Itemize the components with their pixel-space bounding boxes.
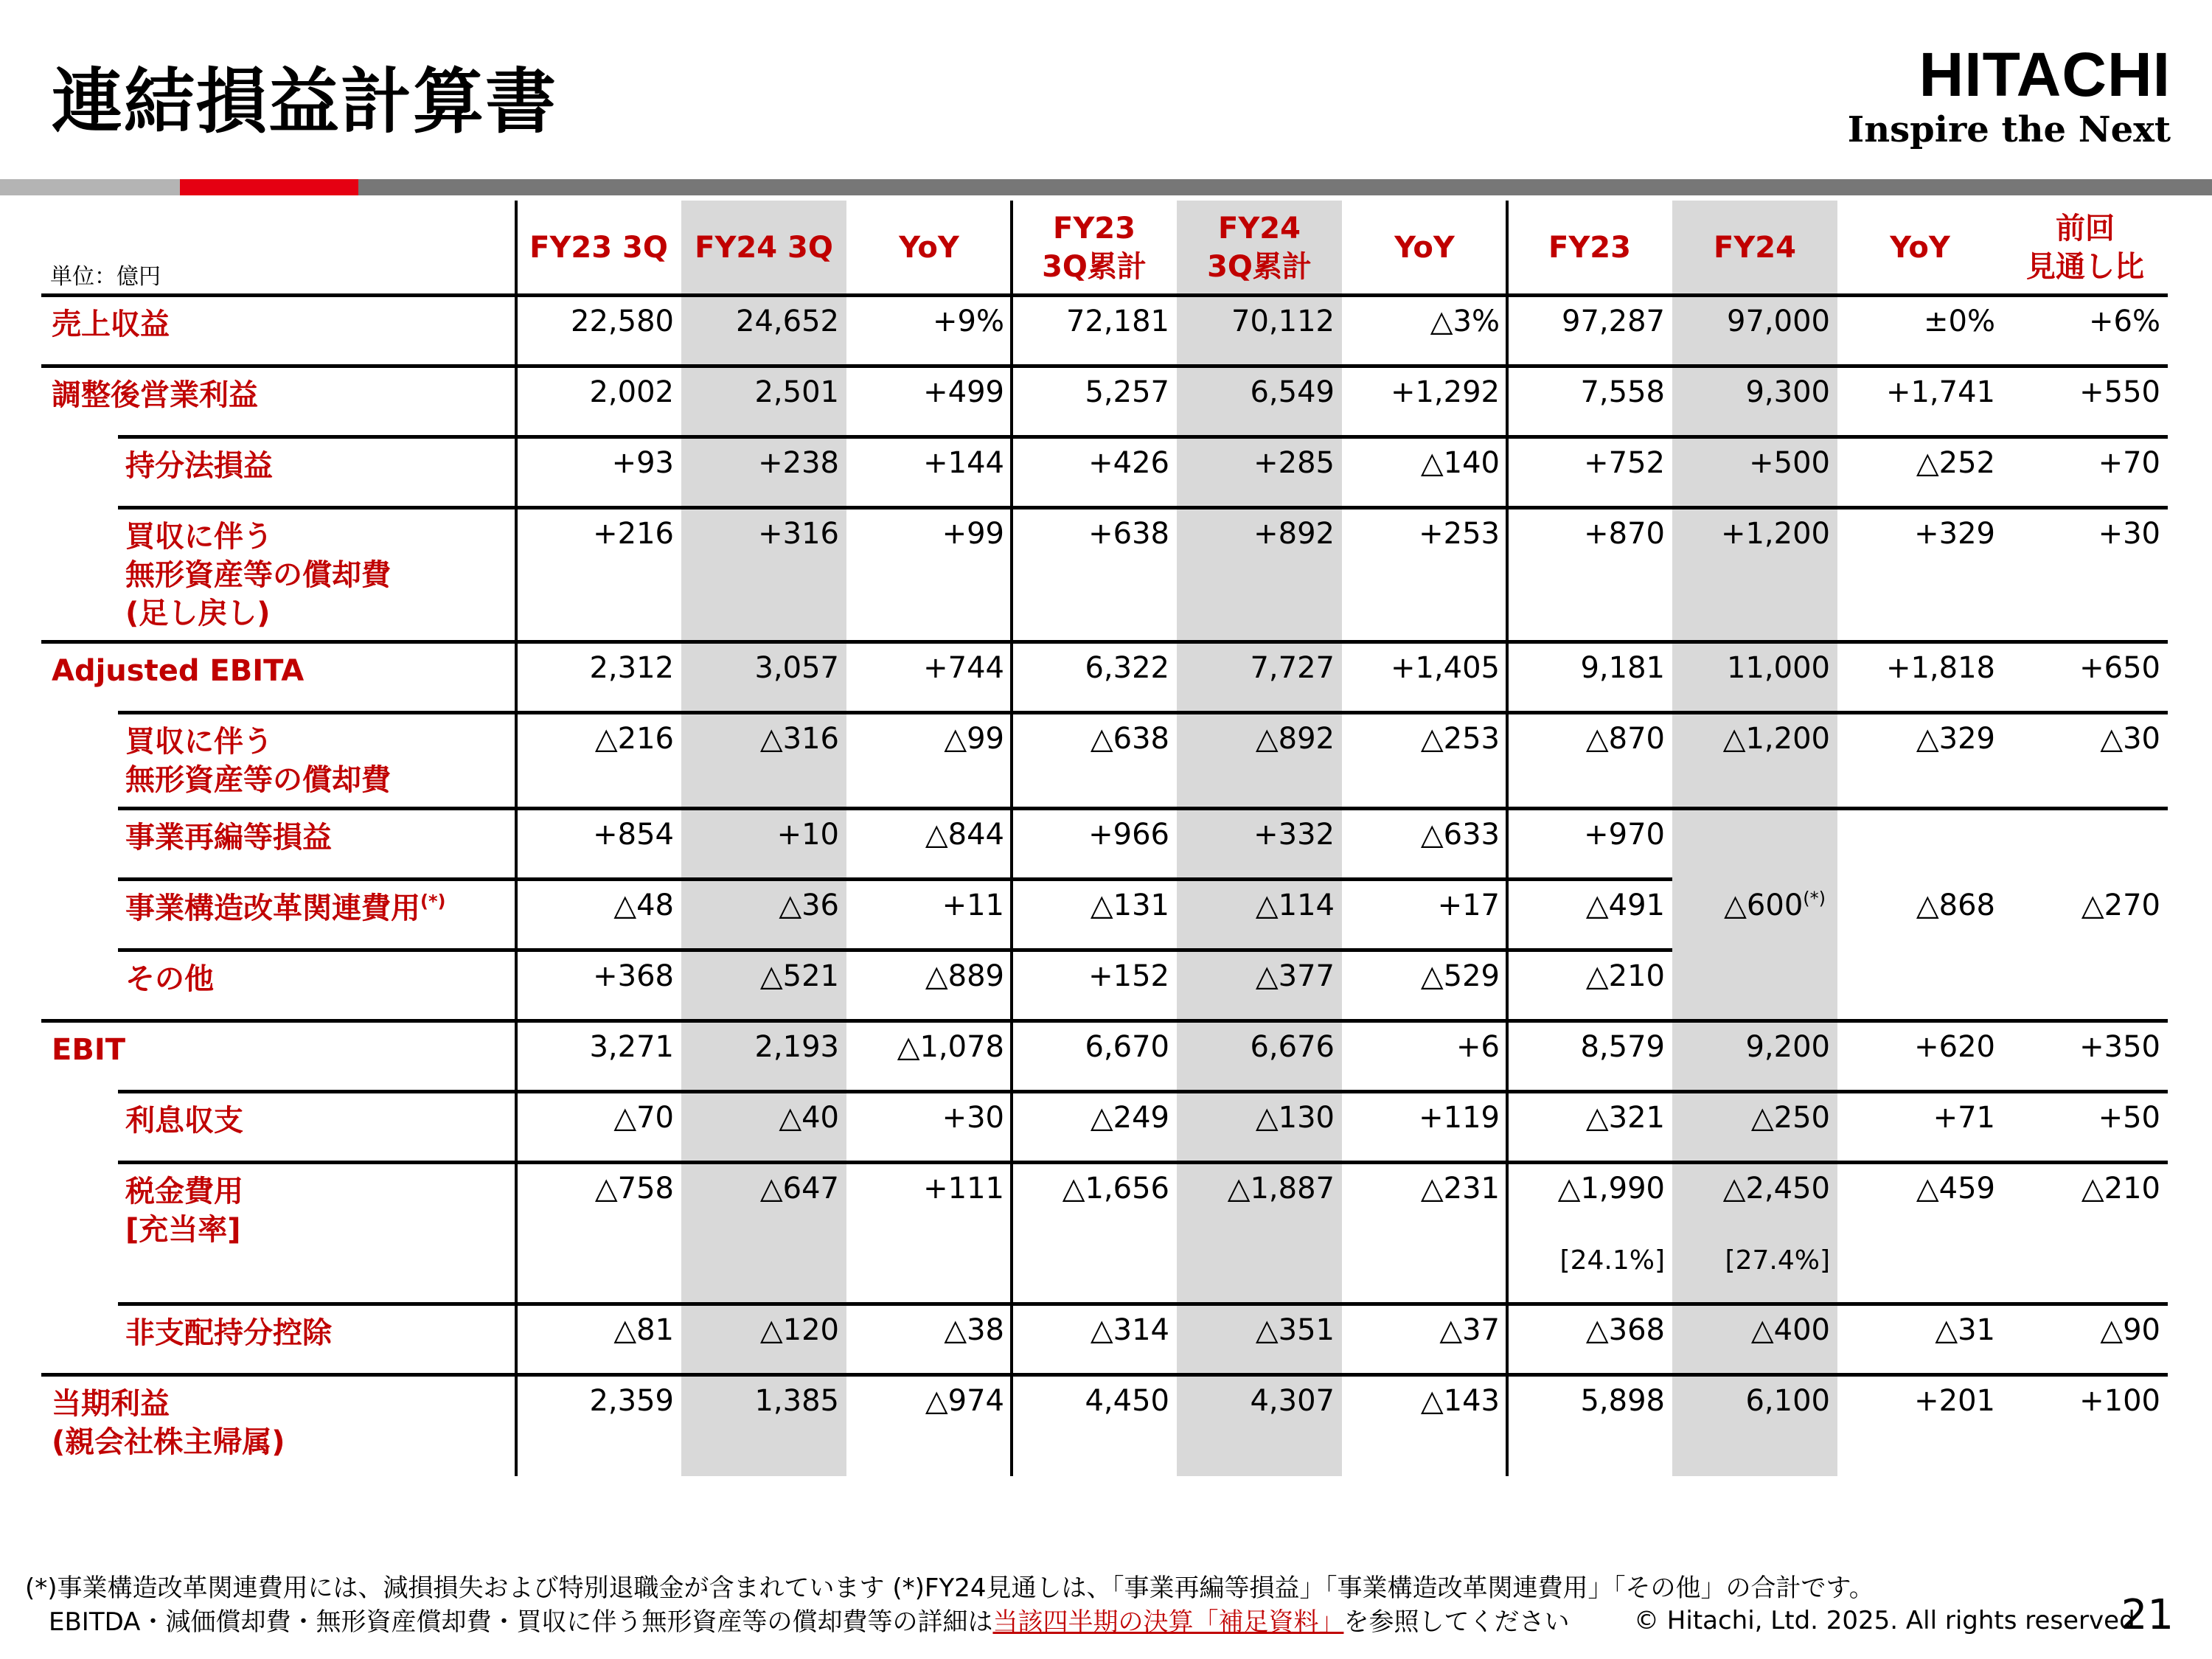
row-label <box>52 305 170 344</box>
table-cell: +870 <box>1584 517 1665 551</box>
table-cell: △377 <box>1255 959 1335 993</box>
table-cell: 2,002 <box>589 375 674 409</box>
table-cell: 8,579 <box>1580 1030 1665 1064</box>
row-label <box>125 818 332 857</box>
row-label-text: 事業再編等損益 <box>125 821 332 855</box>
table-cell: +620 <box>1914 1030 1995 1064</box>
row-divider <box>118 506 2168 509</box>
table-cell: +854 <box>593 818 674 852</box>
row-label <box>125 447 273 485</box>
table-cell: △31 <box>1935 1313 1995 1347</box>
table-cell: △758 <box>594 1172 674 1206</box>
row-label-text: 調整後営業利益 <box>52 378 258 412</box>
unit-label: 単位：億円 <box>50 264 161 290</box>
row-label <box>125 960 214 998</box>
table-cell: △99 <box>944 722 1004 756</box>
table-cell: +144 <box>923 446 1004 480</box>
table-cell: △253 <box>1420 722 1500 756</box>
table-cell: +752 <box>1584 446 1665 480</box>
table-cell: +30 <box>942 1101 1004 1135</box>
table-cell: △316 <box>759 722 839 756</box>
table-cell: +1,741 <box>1885 375 1995 409</box>
merged-forecast-cell <box>2006 886 2160 925</box>
row-label-text: 非支配持分控除 <box>125 1316 332 1350</box>
row-label-note: (*) <box>420 891 446 912</box>
table-cell: △329 <box>1916 722 1995 756</box>
table-cell: △252 <box>1916 446 1995 480</box>
row-divider <box>41 1019 2168 1023</box>
footnote-1: (*)事業構造改革関連費用には、減損損失および特別退職金が含まれています (*)FY24見通しは、「事業再編等損益」「事業構造改革関連費用」「その他」の合計です。 <box>25 1573 1874 1603</box>
table-cell: △2,450 <box>1722 1172 1830 1206</box>
table-cell: 6,549 <box>1250 375 1335 409</box>
row-label-text: EBIT <box>52 1033 125 1067</box>
table-cell: △48 <box>613 888 674 922</box>
table-cell: △140 <box>1420 446 1500 480</box>
table-cell: △368 <box>1585 1313 1665 1347</box>
merged-value: △600 <box>1724 888 1804 922</box>
table-cell: +1,292 <box>1390 375 1500 409</box>
row-label <box>125 1314 332 1352</box>
table-cell: △210 <box>2081 1172 2160 1206</box>
table-cell: +253 <box>1419 517 1500 551</box>
table-cell: +650 <box>2079 651 2160 685</box>
table-cell: △131 <box>1090 888 1169 922</box>
table-cell: △120 <box>759 1313 839 1347</box>
table-cell: △40 <box>779 1101 839 1135</box>
table-cell: +70 <box>2098 446 2160 480</box>
column-group-divider <box>515 201 518 1476</box>
table-cell: △892 <box>1255 722 1335 756</box>
table-cell: △870 <box>1585 722 1665 756</box>
table-cell: △30 <box>2100 722 2160 756</box>
table-cell: 70,112 <box>1231 305 1335 338</box>
table-cell: △1,990 <box>1557 1172 1665 1206</box>
income-statement-table <box>41 201 2168 1476</box>
table-cell: +119 <box>1419 1101 1500 1135</box>
table-cell: △70 <box>613 1101 674 1135</box>
table-cell: △130 <box>1255 1101 1335 1135</box>
table-cell: △1,200 <box>1722 722 1830 756</box>
row-label-text: 買収に伴う 無形資産等の償却費 <box>125 725 391 797</box>
row-divider <box>41 1373 2168 1377</box>
tax-rate-cell: [27.4%] <box>1725 1245 1830 1276</box>
row-label-text: 税金費用 [充当率] <box>125 1175 243 1247</box>
row-divider <box>41 293 2168 297</box>
table-cell: 2,359 <box>589 1384 674 1418</box>
row-divider <box>118 877 1672 881</box>
row-label-text: 利息収支 <box>125 1104 243 1138</box>
table-cell: △1,887 <box>1227 1172 1335 1206</box>
table-cell: 6,670 <box>1085 1030 1169 1064</box>
table-cell: 2,193 <box>754 1030 839 1064</box>
column-header: FY23 3Q <box>529 231 668 265</box>
table-cell: △459 <box>1916 1172 1995 1206</box>
table-cell: 97,000 <box>1727 305 1830 338</box>
row-label-text: 事業構造改革関連費用 <box>125 891 420 925</box>
table-cell: 5,898 <box>1580 1384 1665 1418</box>
table-cell: +238 <box>758 446 839 480</box>
table-cell: △250 <box>1750 1101 1830 1135</box>
tax-rate-cell: [24.1%] <box>1559 1245 1665 1276</box>
row-label-text: 当期利益 (親会社株主帰属) <box>52 1387 285 1459</box>
table-cell: △321 <box>1585 1101 1665 1135</box>
table-cell: +329 <box>1914 517 1995 551</box>
table-cell: 2,501 <box>754 375 839 409</box>
table-cell: +970 <box>1584 818 1665 852</box>
row-label <box>125 723 391 799</box>
table-cell: △889 <box>925 959 1004 993</box>
table-cell: △36 <box>779 888 839 922</box>
table-cell: +285 <box>1253 446 1335 480</box>
table-cell: 6,322 <box>1085 651 1169 685</box>
table-cell: +892 <box>1253 517 1335 551</box>
table-cell: △491 <box>1585 888 1665 922</box>
table-cell: △216 <box>594 722 674 756</box>
table-cell: △37 <box>1439 1313 1500 1347</box>
row-label <box>52 652 304 690</box>
row-divider <box>118 1302 2168 1306</box>
table-cell: △143 <box>1420 1384 1500 1418</box>
table-cell: 97,287 <box>1562 305 1665 338</box>
row-divider <box>41 364 2168 368</box>
table-cell: △633 <box>1420 818 1500 852</box>
table-cell: +9% <box>933 305 1004 338</box>
table-cell: △1,078 <box>897 1030 1004 1064</box>
table-cell: +332 <box>1253 818 1335 852</box>
row-label <box>52 376 258 414</box>
table-cell: +6% <box>2089 305 2160 338</box>
table-cell: +100 <box>2079 1384 2160 1418</box>
table-cell: 1,385 <box>754 1384 839 1418</box>
table-cell: △351 <box>1255 1313 1335 1347</box>
page-title: 連結損益計算書 <box>52 60 557 143</box>
table-cell: +6 <box>1456 1030 1500 1064</box>
table-cell: △638 <box>1090 722 1169 756</box>
row-label-text: その他 <box>125 962 214 996</box>
table-cell: 7,558 <box>1580 375 1665 409</box>
table-cell: 7,727 <box>1250 651 1335 685</box>
table-cell: 4,450 <box>1085 1384 1169 1418</box>
table-cell: ±0% <box>1924 305 1995 338</box>
row-label <box>125 889 446 928</box>
table-cell: 6,100 <box>1745 1384 1830 1418</box>
table-cell: +10 <box>776 818 839 852</box>
table-cell: +1,405 <box>1390 651 1500 685</box>
column-header: FY23 <box>1548 231 1631 265</box>
row-label-text: 買収に伴う 無形資産等の償却費 (足し戻し) <box>125 520 391 630</box>
merged-note: (*) <box>1803 888 1826 909</box>
copyright: © Hitachi, Ltd. 2025. All rights reserved. <box>1634 1606 2143 1635</box>
hitachi-logo <box>1847 40 2171 153</box>
table-cell: △210 <box>1585 959 1665 993</box>
table-cell: 6,676 <box>1250 1030 1335 1064</box>
table-cell: △1,656 <box>1062 1172 1169 1206</box>
merged-forecast-cell <box>1678 886 1826 925</box>
row-divider <box>118 1090 2168 1093</box>
row-label-text: 売上収益 <box>52 307 170 341</box>
column-group-divider <box>1506 201 1509 1476</box>
table-cell: +50 <box>2098 1101 2160 1135</box>
row-label <box>52 1031 125 1069</box>
supplementary-materials-link[interactable]: 当該四半期の決算「補足資料」 <box>992 1607 1344 1637</box>
row-divider <box>41 640 2168 644</box>
table-cell: 3,271 <box>589 1030 674 1064</box>
table-cell: △521 <box>759 959 839 993</box>
table-cell: +216 <box>593 517 674 551</box>
header-divider-bar <box>0 179 2212 195</box>
table-cell: △81 <box>613 1313 674 1347</box>
divider-gray-segment <box>0 179 180 195</box>
table-cell: △974 <box>925 1384 1004 1418</box>
table-cell: +1,200 <box>1720 517 1830 551</box>
column-header: YoY <box>899 231 959 265</box>
row-label-text: Adjusted EBITA <box>52 654 305 688</box>
table-cell: 9,181 <box>1580 651 1665 685</box>
table-cell: △114 <box>1255 888 1335 922</box>
table-cell: 9,300 <box>1745 375 1830 409</box>
column-header: FY23 3Q累計 <box>1042 212 1147 284</box>
footnote-2 <box>49 1606 1569 1638</box>
row-label <box>52 1385 285 1461</box>
table-cell: +17 <box>1437 888 1500 922</box>
table-cell: △314 <box>1090 1313 1169 1347</box>
row-divider <box>118 1161 2168 1164</box>
merged-value: △868 <box>1916 888 1995 922</box>
column-header: FY24 3Q累計 <box>1207 212 1312 284</box>
column-group-divider <box>1010 201 1013 1476</box>
table-cell: +30 <box>2098 517 2160 551</box>
table-cell: +1,818 <box>1885 651 1995 685</box>
table-cell: 11,000 <box>1727 651 1830 685</box>
table-cell: △231 <box>1420 1172 1500 1206</box>
table-cell: 9,200 <box>1745 1030 1830 1064</box>
row-label <box>125 1102 243 1140</box>
row-label-text: 持分法損益 <box>125 449 273 483</box>
table-cell: 4,307 <box>1250 1384 1335 1418</box>
table-cell: △844 <box>925 818 1004 852</box>
column-header: FY24 3Q <box>695 231 833 265</box>
table-cell: +93 <box>611 446 674 480</box>
table-cell: +71 <box>1933 1101 1995 1135</box>
table-cell: △529 <box>1420 959 1500 993</box>
table-cell: +11 <box>942 888 1004 922</box>
table-cell: +350 <box>2079 1030 2160 1064</box>
column-header: YoY <box>1394 231 1455 265</box>
row-divider <box>118 807 2168 810</box>
footnote-2-tail: を参照してください <box>1343 1607 1570 1637</box>
row-divider <box>118 948 1672 952</box>
footnote-2-text: EBITDA・減価償却費・無形資産償却費・買収に伴う無形資産等の償却費等の詳細は <box>49 1607 993 1637</box>
table-cell: +99 <box>942 517 1004 551</box>
table-cell: △249 <box>1090 1101 1169 1135</box>
table-cell: +744 <box>923 651 1004 685</box>
table-cell: △3% <box>1430 305 1500 338</box>
table-cell: +152 <box>1088 959 1169 993</box>
table-cell: 2,312 <box>589 651 674 685</box>
table-cell: +500 <box>1749 446 1830 480</box>
table-cell: 3,057 <box>754 651 839 685</box>
merged-value: △270 <box>2081 888 2160 922</box>
column-header: FY24 <box>1714 231 1796 265</box>
table-cell: △90 <box>2100 1313 2160 1347</box>
merged-forecast-cell <box>1840 886 1995 925</box>
logo-tagline: Inspire the Next <box>1847 109 2171 150</box>
table-cell: △647 <box>759 1172 839 1206</box>
row-divider <box>118 711 2168 714</box>
row-divider <box>118 435 2168 439</box>
table-cell: +499 <box>923 375 1004 409</box>
column-header: YoY <box>1890 231 1950 265</box>
table-cell: △400 <box>1750 1313 1830 1347</box>
row-label <box>125 518 391 633</box>
divider-red-segment <box>180 179 358 195</box>
row-label <box>125 1172 243 1249</box>
table-cell: +368 <box>593 959 674 993</box>
table-cell: +201 <box>1914 1384 1995 1418</box>
table-cell: 22,580 <box>571 305 674 338</box>
table-cell: +966 <box>1088 818 1169 852</box>
table-cell: △38 <box>944 1313 1004 1347</box>
page-number: 21 <box>2121 1591 2174 1639</box>
column-header: 前回 見通し比 <box>2026 212 2144 284</box>
table-cell: +550 <box>2079 375 2160 409</box>
table-cell: +111 <box>923 1172 1004 1206</box>
table-cell: 72,181 <box>1066 305 1169 338</box>
table-cell: +426 <box>1088 446 1169 480</box>
table-cell: 5,257 <box>1085 375 1169 409</box>
logo-wordmark: HITACHI <box>1919 40 2171 109</box>
table-cell: +638 <box>1088 517 1169 551</box>
table-cell: +316 <box>758 517 839 551</box>
table-cell: 24,652 <box>736 305 839 338</box>
